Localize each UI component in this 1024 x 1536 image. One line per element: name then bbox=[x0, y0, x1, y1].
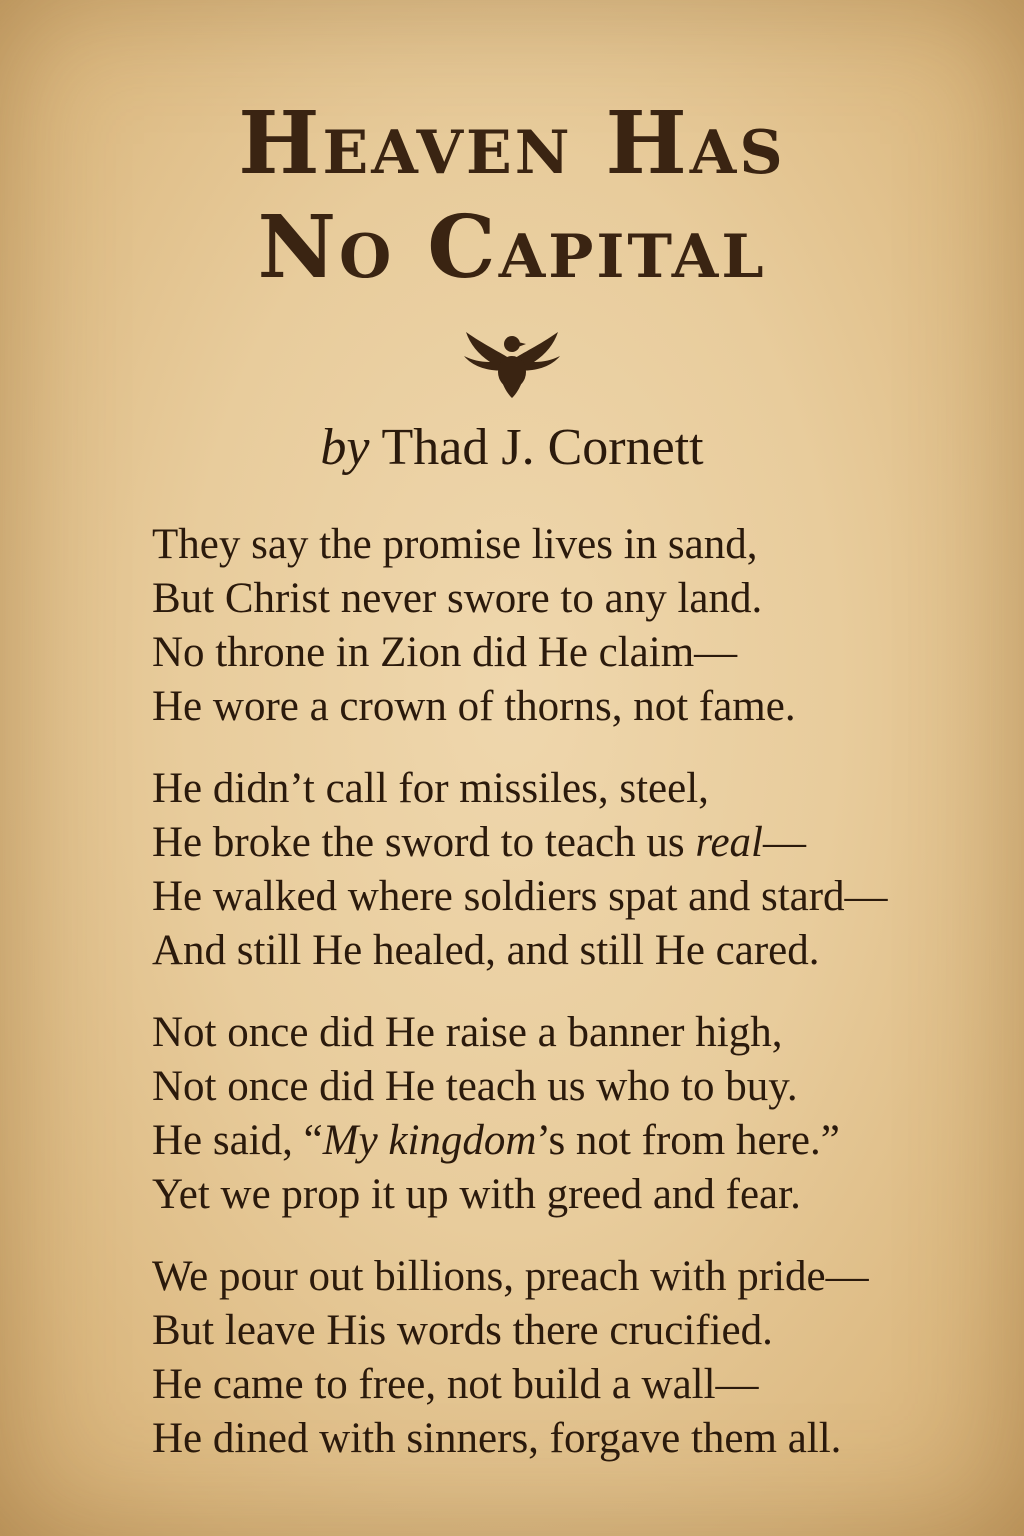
poem-line: Not once did He teach us who to buy. bbox=[152, 1063, 798, 1110]
byline bbox=[0, 418, 1024, 477]
poem-line: He came to free, not build a wall— bbox=[152, 1361, 759, 1408]
poem-title bbox=[0, 92, 1024, 300]
poem-line: No throne in Zion did He claim— bbox=[152, 629, 738, 676]
stanza-2 bbox=[152, 762, 1012, 978]
poem-line: He wore a crown of thorns, not fame. bbox=[152, 683, 796, 730]
emphasis-my-kingdom: My kingdom bbox=[322, 1117, 537, 1164]
emphasis-real: real bbox=[695, 819, 763, 866]
poem-line: We pour out billions, preach with pride— bbox=[152, 1253, 869, 1300]
poem-line: He broke the sword to teach us real— bbox=[152, 819, 806, 866]
poem-line: But Christ never swore to any land. bbox=[152, 575, 763, 622]
poem-body bbox=[152, 518, 1012, 1494]
stanza-1 bbox=[152, 518, 1012, 734]
stanza-4 bbox=[152, 1250, 1012, 1466]
byline-prefix: by bbox=[320, 419, 370, 476]
poem-line: Yet we prop it up with greed and fear. bbox=[152, 1171, 801, 1218]
poem-line: He said, “My kingdom’s not from here.” bbox=[152, 1117, 840, 1164]
title-line-1: Heaven Has bbox=[238, 93, 786, 194]
title-line-2: No Capital bbox=[257, 197, 767, 298]
poem-line: He dined with sinners, forgave them all. bbox=[152, 1415, 842, 1462]
author-name: Thad J. Cornett bbox=[381, 419, 704, 476]
poem-line: He walked where soldiers spat and stard— bbox=[152, 873, 888, 920]
poem-line: Not once did He raise a banner high, bbox=[152, 1009, 783, 1056]
poem-line: And still He healed, and still He cared. bbox=[152, 927, 820, 974]
stanza-3 bbox=[152, 1006, 1012, 1222]
poem-line: But leave His words there crucified. bbox=[152, 1307, 773, 1354]
poem-line: They say the promise lives in sand, bbox=[152, 521, 758, 568]
poem-line: He didn’t call for missiles, steel, bbox=[152, 765, 709, 812]
dove-icon bbox=[456, 322, 568, 398]
